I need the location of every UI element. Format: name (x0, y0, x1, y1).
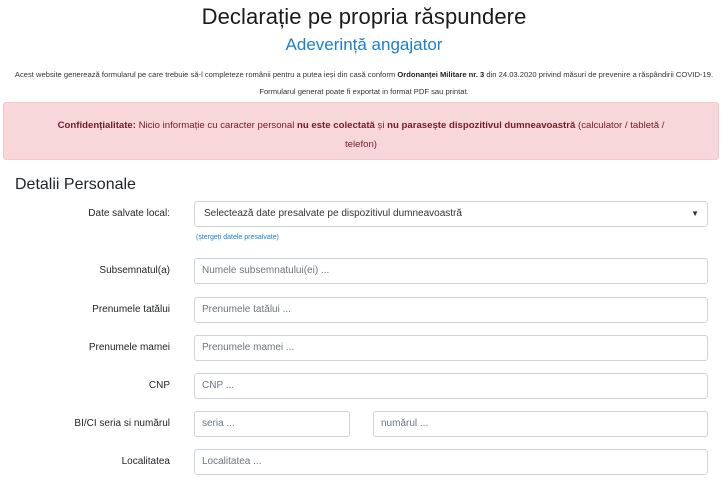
privacy-alert-text: (calculator / tabletă / telefon) (345, 120, 665, 150)
father-name-input[interactable]: Prenumele tatălui ... (194, 297, 708, 323)
intro-text (14, 66, 714, 100)
name-input[interactable]: Numele subsemnatului(ei) ... (194, 258, 708, 284)
cnp-input[interactable]: CNP ... (194, 373, 708, 399)
id-label: BI/CI seria si numărul (74, 418, 170, 429)
city-input[interactable]: Localitatea ... (194, 449, 708, 475)
clear-saved-data-link[interactable]: (ștergeți datele presalvate) (196, 234, 279, 241)
father-name-label: Prenumele tatălui (92, 304, 170, 315)
privacy-alert-emphasis: nu parasește dispozitivul dumneavoastră (387, 120, 576, 131)
intro-text-part: din 24.03.2020 privind măsuri de prevenire a răspândirii COVID-19. Formularul generat poate fi exportat in format PDF sau printat. (259, 70, 714, 96)
privacy-alert (3, 102, 719, 160)
page-subtitle: Adeverință angajator (285, 35, 443, 54)
id-series-input[interactable]: seria ... (194, 411, 350, 437)
name-label: Subsemnatul(a) (99, 265, 170, 276)
id-number-input[interactable]: numărul ... (373, 411, 708, 437)
cnp-label: CNP (148, 380, 170, 391)
privacy-alert-emphasis: nu este colectată (297, 120, 375, 131)
saved-data-value: Selectează date presalvate pe dispozitivul dumneavoastră (204, 208, 462, 219)
city-label: Localitatea (121, 456, 170, 467)
privacy-alert-label: Confidențialitate: (57, 120, 136, 131)
privacy-alert-text: și (374, 120, 388, 131)
page-title: Declarație pe propria răspundere (201, 4, 527, 29)
chevron-down-icon: ▼ (691, 209, 699, 218)
mother-name-label: Prenumele mamei (88, 342, 170, 353)
section-title: Detalii Personale (15, 176, 136, 193)
intro-text-part: Acest website generează formularul pe care trebuie să-l completeze românii pentru a putea ieși din casă conform (14, 70, 398, 79)
mother-name-input[interactable]: Prenumele mamei ... (194, 335, 708, 361)
privacy-alert-text: Nicio informație cu caracter personal (135, 120, 297, 131)
saved-data-label: Date salvate local: (88, 208, 170, 219)
saved-data-select[interactable] (194, 201, 708, 227)
ordinance-name: Ordonanței Militare nr. 3 (397, 70, 485, 79)
